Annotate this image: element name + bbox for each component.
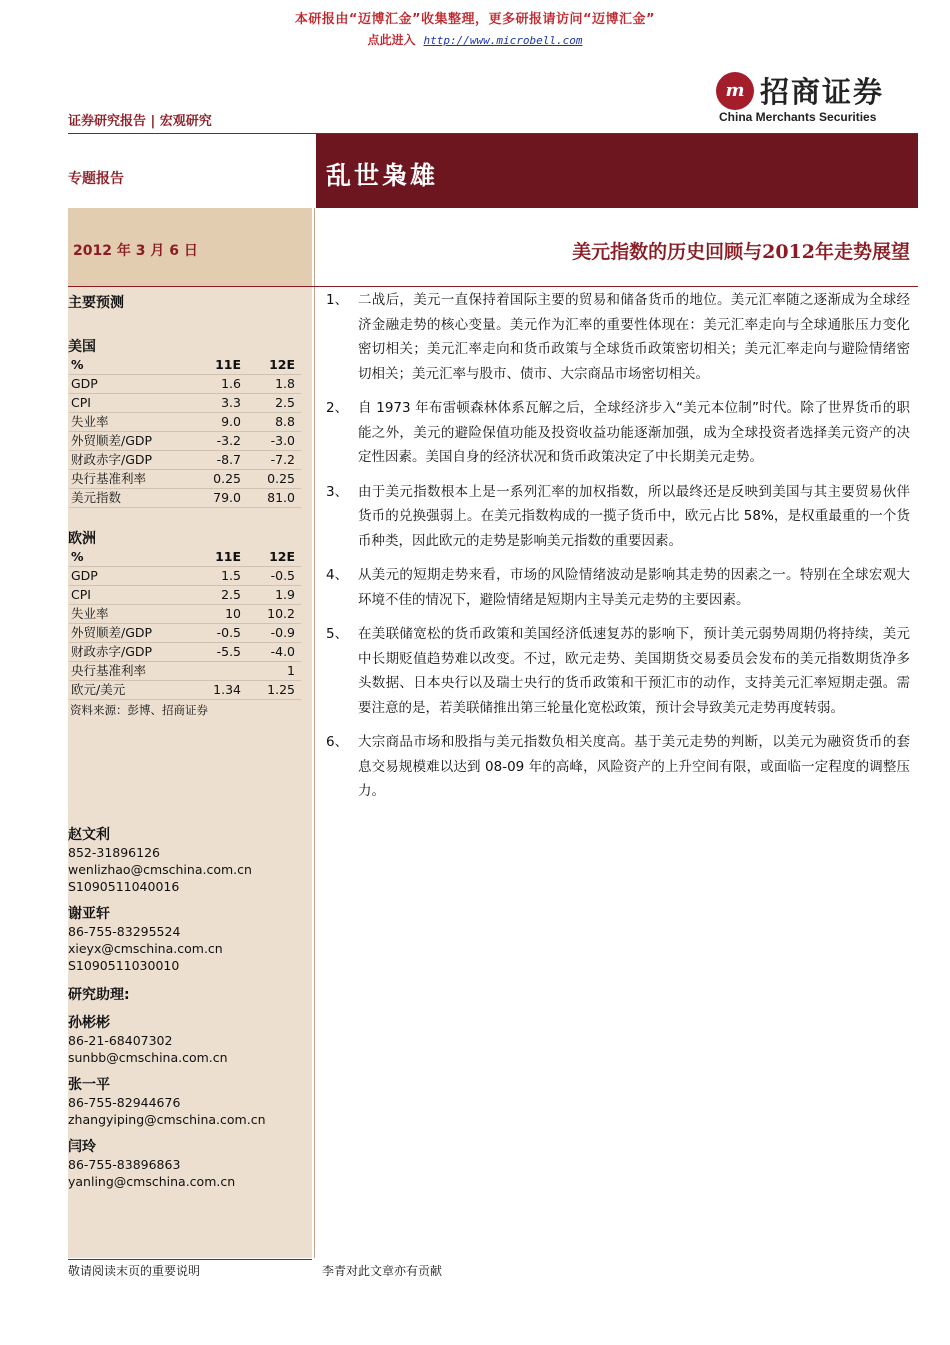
item-number: 2、	[326, 400, 349, 416]
footer-disclaimer: 敬请阅读末页的重要说明	[68, 1264, 201, 1278]
list-item	[326, 480, 910, 554]
table-row: 央行基准利率 0.25 0.25	[69, 470, 301, 489]
table-source: 资料来源：彭博、招商证券	[70, 703, 208, 717]
report-date: 2012 年 3 月 6 日	[73, 243, 198, 259]
item-number: 6、	[326, 734, 349, 750]
list-item	[326, 730, 910, 804]
assistant-email[interactable]: zhangyiping@cmschina.com.cn	[68, 1112, 266, 1127]
item-text: 由于美元指数根本上是一系列汇率的加权指数，所以最终还是反映到美国与其主要贸易伙伴货币的兑换强弱上。在美元指数构成的一揽子货币中，欧元占比 58%，是权重最重的一个货币种类，因此欧元的走势是影响美元指数的重要因素。	[358, 483, 910, 549]
table-row: CPI 2.5 1.9	[69, 586, 301, 605]
item-number: 4、	[326, 567, 349, 583]
list-item	[326, 622, 910, 720]
banner-enter-label: 点此进入	[367, 33, 416, 47]
table-row: 欧元/美元 1.34 1.25	[69, 681, 301, 700]
list-item	[326, 288, 910, 386]
author-name: 赵文利	[68, 827, 110, 843]
table-header-row: % 11E 12E	[69, 356, 301, 375]
assistant-phone: 86-755-83896863	[68, 1157, 181, 1172]
item-number: 1、	[326, 292, 349, 308]
author-phone: 852-31896126	[68, 845, 160, 860]
top-banner	[0, 8, 950, 48]
assistant-email[interactable]: sunbb@cmschina.com.cn	[68, 1050, 228, 1065]
headline-bar	[316, 134, 918, 208]
table-row: 央行基准利率 1	[69, 662, 301, 681]
assistant-phone: 86-21-68407302	[68, 1033, 173, 1048]
assistant-phone: 86-755-82944676	[68, 1095, 181, 1110]
table-row: 美元指数 79.0 81.0	[69, 489, 301, 508]
item-text: 自 1973 年布雷顿森林体系瓦解之后，全球经济步入“美元本位制”时代。除了世界货币的职能之外，美元的避险保值功能及投资收益功能逐渐加强，成为全球投资者选择美元资产的决定性因素。美国自身的经济状况和货币政策决定了中长期美元走势。	[358, 400, 910, 465]
table-row: 外贸顺差/GDP -3.2 -3.0	[69, 432, 301, 451]
item-text: 二战后，美元一直保持着国际主要的贸易和储备货币的地位。美元汇率随之逐渐成为全球经济金融走势的核心变量。美元作为汇率的重要性体现在：美元汇率走向与全球通胀压力变化密切相关；美元汇率走向和货币政策与全球货币政策密切相关；美元汇率走向与避险情绪密切相关；美元汇率与股市、债市、大宗商品市场密切相关。	[358, 292, 910, 382]
assistant-label: 研究助理:	[68, 987, 130, 1003]
author-name: 谢亚轩	[68, 906, 110, 922]
author-email[interactable]: xieyx@cmschina.com.cn	[68, 941, 223, 956]
logo-en: China Merchants Securities	[719, 110, 877, 124]
table-row: 外贸顺差/GDP -0.5 -0.9	[69, 624, 301, 643]
table-row: 失业率 10 10.2	[69, 605, 301, 624]
breadcrumb: 证券研究报告 | 宏观研究	[68, 114, 212, 129]
item-number: 5、	[326, 626, 349, 642]
item-text: 从美元的短期走势来看，市场的风险情绪波动是影响其走势的因素之一。特别在全球宏观大环境不佳的情况下，避险情绪是短期内主导美元走势的主要因素。	[358, 567, 910, 608]
assistant-name: 张一平	[68, 1077, 110, 1093]
column-divider	[314, 208, 315, 1258]
table-header-row: % 11E 12E	[69, 548, 301, 567]
region-eu-label: 欧洲	[68, 531, 96, 547]
item-text: 在美联储宽松的货币政策和美国经济低速复苏的影响下，预计美元弱势周期仍将持续，美元中长期贬值趋势难以改变。不过，欧元走势、美国期货交易委员会发布的美元指数期货净多头数据、日本央行以及瑞士央行的货币政策和干预汇市的动作，支持美元汇率短期走强。需要注意的是，若美联储推出第三轮量化宽松政策，预计会导致美元走势再度转弱。	[358, 626, 910, 716]
banner-url-link[interactable]: http://www.microbell.com	[423, 34, 583, 47]
item-number: 3、	[326, 483, 349, 500]
list-item	[326, 563, 910, 612]
logo-cn: 招商证券	[760, 75, 885, 109]
table-row: GDP 1.5 -0.5	[69, 567, 301, 586]
banner-text: 本研报由“迈博汇金”收集整理，更多研报请访问“迈博汇金”	[294, 12, 656, 27]
assistant-name: 孙彬彬	[68, 1015, 110, 1031]
report-type: 专题报告	[68, 171, 124, 187]
eu-forecast-table	[69, 548, 301, 700]
us-forecast-table	[69, 356, 301, 508]
headline: 乱世枭雄	[326, 161, 439, 190]
key-points	[326, 288, 910, 814]
table-row: 财政赤字/GDP -8.7 -7.2	[69, 451, 301, 470]
table-row: 失业率 9.0 8.8	[69, 413, 301, 432]
assistant-email[interactable]: yanling@cmschina.com.cn	[68, 1174, 236, 1189]
author-phone: 86-755-83295524	[68, 924, 181, 939]
author-cert: S1090511030010	[68, 958, 180, 973]
footer-divider	[68, 1259, 312, 1260]
logo-mark-icon: m	[716, 72, 754, 110]
company-logo	[716, 68, 911, 126]
report-title: 美元指数的历史回顾与2012年走势展望	[572, 241, 910, 263]
region-us-label: 美国	[68, 339, 96, 355]
forecast-panel	[68, 292, 304, 718]
footer-contributor: 李青对此文章亦有贡献	[322, 1264, 443, 1278]
author-cert: S1090511040016	[68, 879, 180, 894]
assistant-name: 闫玲	[68, 1139, 96, 1155]
table-row: GDP 1.6 1.8	[69, 375, 301, 394]
banner-link-row	[0, 31, 950, 48]
author-list	[68, 824, 308, 1190]
item-text: 大宗商品市场和股指与美元指数负相关度高。基于美元走势的判断，以美元为融资货币的套息交易规模难以达到 08-09 年的高峰，风险资产的上升空间有限，或面临一定程度的调整压力。	[358, 734, 910, 799]
author-email[interactable]: wenlizhao@cmschina.com.cn	[68, 862, 252, 877]
table-row: 财政赤字/GDP -5.5 -4.0	[69, 643, 301, 662]
title-divider	[68, 286, 918, 287]
table-row: CPI 3.3 2.5	[69, 394, 301, 413]
forecast-heading: 主要预测	[68, 295, 124, 311]
list-item	[326, 396, 910, 470]
